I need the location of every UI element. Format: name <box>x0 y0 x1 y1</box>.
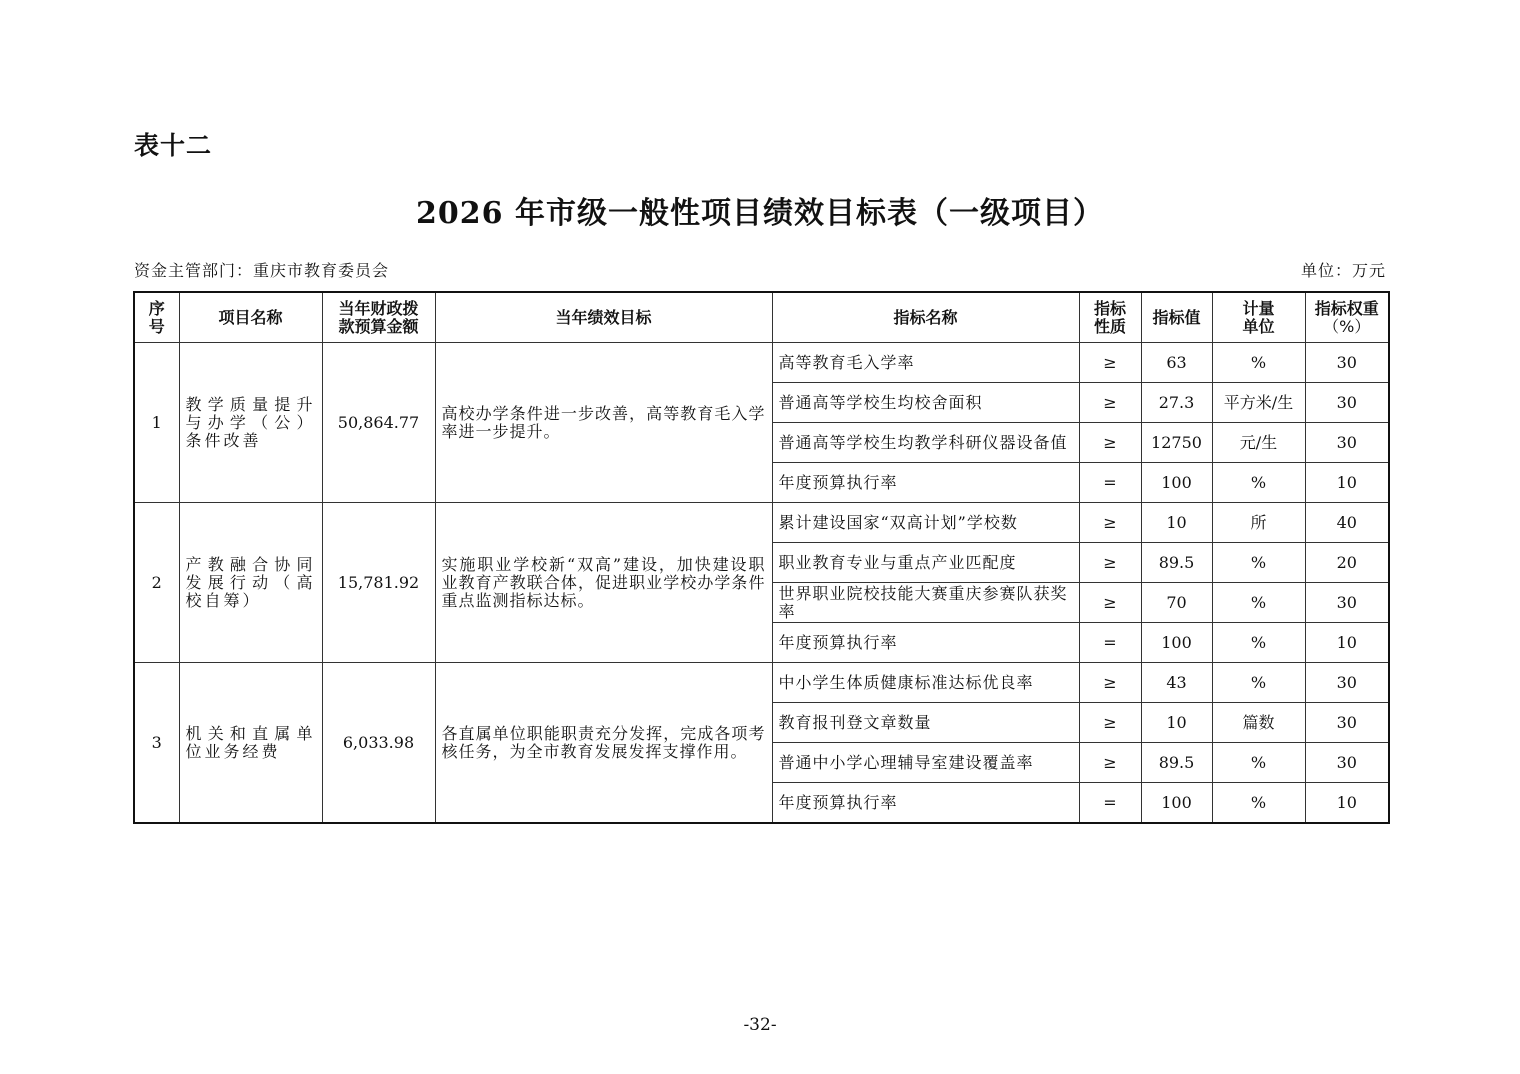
table-row <box>134 343 1389 383</box>
indicator-value: 89.5 <box>1141 543 1212 583</box>
indicator-value: 100 <box>1141 623 1212 663</box>
project-seq: 1 <box>134 343 179 503</box>
indicator-weight: 10 <box>1305 463 1389 503</box>
indicator-weight: 30 <box>1305 343 1389 383</box>
indicator-unit: % <box>1212 583 1305 623</box>
indicator-name: 职业教育专业与重点产业匹配度 <box>772 543 1079 583</box>
indicator-nature: ≥ <box>1079 703 1141 743</box>
indicator-value: 100 <box>1141 463 1212 503</box>
indicator-nature: ≥ <box>1079 543 1141 583</box>
indicator-name: 普通高等学校生均教学科研仪器设备值 <box>772 423 1079 463</box>
indicator-nature: ≥ <box>1079 383 1141 423</box>
project-name: 产教融合协同发展行动（高校自筹） <box>179 503 322 663</box>
indicator-nature: ≥ <box>1079 743 1141 783</box>
indicator-unit: % <box>1212 543 1305 583</box>
indicator-nature: = <box>1079 783 1141 824</box>
indicator-value: 12750 <box>1141 423 1212 463</box>
indicator-weight: 30 <box>1305 743 1389 783</box>
header-value: 指标值 <box>1141 292 1212 343</box>
indicator-nature: ≥ <box>1079 583 1141 623</box>
indicator-unit: % <box>1212 623 1305 663</box>
indicator-weight: 30 <box>1305 663 1389 703</box>
indicator-name: 年度预算执行率 <box>772 783 1079 824</box>
indicator-value: 100 <box>1141 783 1212 824</box>
project-seq: 3 <box>134 663 179 824</box>
header-budget: 当年财政拨 款预算金额 <box>322 292 435 343</box>
indicator-value: 43 <box>1141 663 1212 703</box>
project-budget: 6,033.98 <box>322 663 435 824</box>
indicator-weight: 10 <box>1305 783 1389 824</box>
indicator-weight: 30 <box>1305 583 1389 623</box>
project-budget: 15,781.92 <box>322 503 435 663</box>
indicator-value: 10 <box>1141 503 1212 543</box>
indicator-weight: 40 <box>1305 503 1389 543</box>
indicator-name: 世界职业院校技能大赛重庆参赛队获奖率 <box>772 583 1079 623</box>
indicator-unit: 所 <box>1212 503 1305 543</box>
project-name: 教学质量提升与办学（公）条件改善 <box>179 343 322 503</box>
page-number: -32- <box>743 1015 777 1035</box>
indicator-name: 中小学生体质健康标准达标优良率 <box>772 663 1079 703</box>
project-goal: 实施职业学校新“双高”建设，加快建设职业教育产教联合体，促进职业学校办学条件重点监测指标达标。 <box>435 503 772 663</box>
indicator-name: 年度预算执行率 <box>772 463 1079 503</box>
indicator-unit: 平方米/生 <box>1212 383 1305 423</box>
project-budget: 50,864.77 <box>322 343 435 503</box>
header-project: 项目名称 <box>179 292 322 343</box>
project-seq: 2 <box>134 503 179 663</box>
indicator-weight: 20 <box>1305 543 1389 583</box>
table-row <box>134 503 1389 543</box>
indicator-unit: % <box>1212 663 1305 703</box>
indicator-name: 累计建设国家“双高计划”学校数 <box>772 503 1079 543</box>
indicator-unit: % <box>1212 343 1305 383</box>
header-goal: 当年绩效目标 <box>435 292 772 343</box>
indicator-name: 普通高等学校生均校舍面积 <box>772 383 1079 423</box>
indicator-unit: 元/生 <box>1212 423 1305 463</box>
indicator-value: 89.5 <box>1141 743 1212 783</box>
table-header-row <box>134 292 1389 343</box>
indicator-nature: ≥ <box>1079 423 1141 463</box>
document-title: 2026 年市级一般性项目绩效目标表（一级项目） <box>416 196 1104 231</box>
indicator-weight: 30 <box>1305 423 1389 463</box>
header-unit: 计量 单位 <box>1212 292 1305 343</box>
table-number: 表十二 <box>134 131 213 160</box>
unit-label: 单位：万元 <box>1300 261 1386 280</box>
performance-table <box>133 291 1390 824</box>
indicator-nature: = <box>1079 623 1141 663</box>
project-name: 机关和直属单位业务经费 <box>179 663 322 824</box>
project-goal: 高校办学条件进一步改善，高等教育毛入学率进一步提升。 <box>435 343 772 503</box>
indicator-weight: 10 <box>1305 623 1389 663</box>
indicator-name: 年度预算执行率 <box>772 623 1079 663</box>
department-label: 资金主管部门：重庆市教育委员会 <box>134 261 390 280</box>
project-goal: 各直属单位职能职责充分发挥，完成各项考核任务，为全市教育发展发挥支撑作用。 <box>435 663 772 824</box>
header-indicator: 指标名称 <box>772 292 1079 343</box>
indicator-unit: % <box>1212 783 1305 824</box>
indicator-value: 10 <box>1141 703 1212 743</box>
header-nature: 指标 性质 <box>1079 292 1141 343</box>
indicator-unit: % <box>1212 463 1305 503</box>
indicator-value: 27.3 <box>1141 383 1212 423</box>
header-seq: 序号 <box>134 292 179 343</box>
indicator-unit: 篇数 <box>1212 703 1305 743</box>
indicator-value: 63 <box>1141 343 1212 383</box>
indicator-weight: 30 <box>1305 383 1389 423</box>
table-row <box>134 663 1389 703</box>
indicator-nature: ≥ <box>1079 503 1141 543</box>
indicator-nature: ≥ <box>1079 343 1141 383</box>
indicator-nature: = <box>1079 463 1141 503</box>
indicator-name: 高等教育毛入学率 <box>772 343 1079 383</box>
header-weight: 指标权重 （%） <box>1305 292 1389 343</box>
indicator-name: 普通中小学心理辅导室建设覆盖率 <box>772 743 1079 783</box>
indicator-unit: % <box>1212 743 1305 783</box>
indicator-name: 教育报刊登文章数量 <box>772 703 1079 743</box>
indicator-weight: 30 <box>1305 703 1389 743</box>
indicator-nature: ≥ <box>1079 663 1141 703</box>
indicator-value: 70 <box>1141 583 1212 623</box>
